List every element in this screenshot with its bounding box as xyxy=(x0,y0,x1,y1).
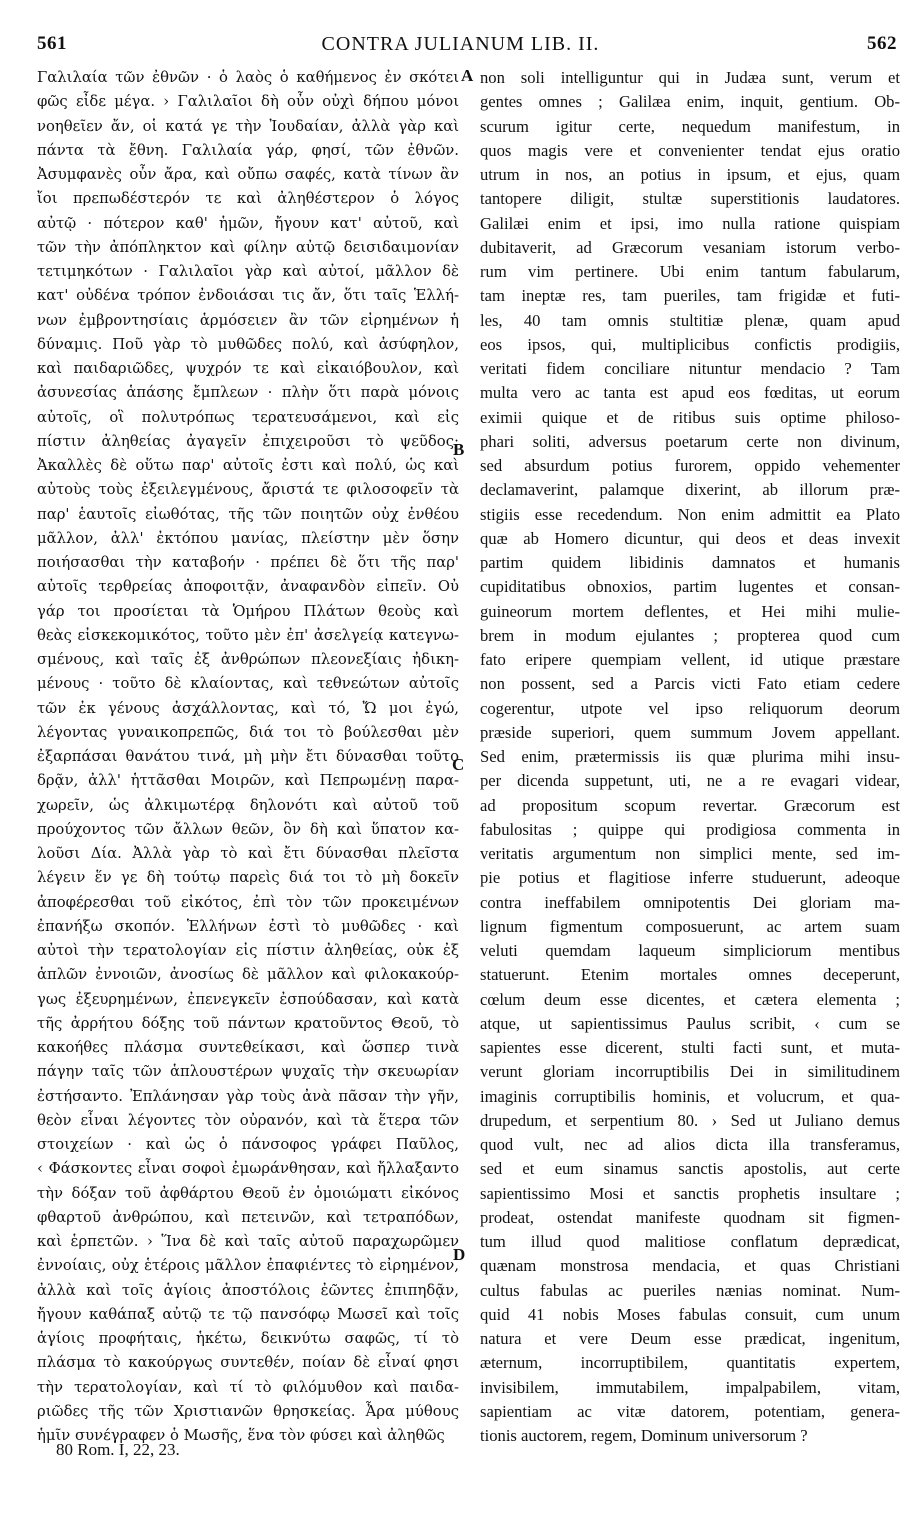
greek-text-line: τὴν δόξαν τοῦ ἀφθάρτου Θεοῦ ἐν ὁμοιώματι εἰκόνος xyxy=(37,1184,459,1202)
latin-text-line: quos magis vere et convenienter tendat ejus oratio xyxy=(480,140,900,160)
greek-text-line: αὐτοὶ τὴν τερατολογίαν εἰς πίστιν ἀληθείας, οὐκ ἐξ xyxy=(37,942,459,959)
greek-text-line: στοιχείων · καὶ ὡς ὁ πάνσοφος γράφει Παῦλος, xyxy=(37,1136,459,1153)
greek-text-line: ἐννοίαις, οὐχ ἑτέροις μᾶλλον ἐπαφιέντες τὸ εἰρημένον, xyxy=(37,1257,459,1275)
greek-text-line: νοηθεῖεν ἄν, οἱ κατά γε τὴν Ἰουδαίαν, ἀλλὰ γὰρ καὶ xyxy=(37,117,459,135)
latin-text-line: eos ipsos, qui, multiplicibus confictis prodigiis, xyxy=(480,334,900,354)
greek-text-line: φῶς εἶδε μέγα. › Γαλιλαῖοι δὴ οὖν οὐχὶ δήπου μόνοι xyxy=(37,93,459,111)
greek-text-line: δρᾷν, ἀλλ' ἡττᾶσθαι Μοιρῶν, καὶ Πεπρωμένῃ παρα- xyxy=(37,772,459,790)
latin-text-line: lignum figmentum composuerunt, ac artem suam xyxy=(480,916,900,936)
greek-text-line: ἐστήσαντο. Ἐπλάνησαν γὰρ τοὺς ἀνὰ πᾶσαν τὴν γῆν, xyxy=(37,1087,459,1105)
margin-letter-d: D xyxy=(453,1245,466,1264)
latin-text-line: fato eripere quempiam vellent, id utique præstare xyxy=(480,650,900,669)
greek-text-line: καὶ παιδαριῶδες, ψυχρόν τε καὶ εἰκαιόβουλον, καὶ xyxy=(37,360,459,377)
greek-text-line: αὐτοῖς, οἳ πολυτρόπως τερατευσάμενοι, καὶ εἰς xyxy=(37,408,459,426)
latin-text-line: sed absurdum potius furorem, oppido vehementer xyxy=(480,456,900,475)
greek-text-line: λέγοντας γυναικοπρεπῶς, διά τοι τὸ βούλεσθαι μὲν xyxy=(37,723,459,741)
latin-text-line: pie potius et flagitiose inferre studuerunt, adeoque xyxy=(480,868,900,888)
greek-text-line: αὐτοῖς τερθρείας ἀποφοιτᾷν, ἀναφανδὸν εἰπεῖν. Οὐ xyxy=(37,578,459,596)
greek-text-line: ἁπλῶν ἐννοιῶν, ἀνοσίως δὲ μᾶλλον καὶ φιλοκακούρ- xyxy=(37,966,459,984)
greek-text-line: φθαρτοῦ ἀνθρώπου, καὶ πετεινῶν, καὶ τετραπόδων, xyxy=(37,1208,459,1226)
greek-text-line: μᾶλλον, ἀλλ' ἐκτόπου μανίας, πλείστην μὲν ὅσην xyxy=(37,529,459,547)
latin-text-line: atque, ut sapientissimus Paulus scribit, ‹ cum se xyxy=(480,1013,900,1033)
greek-column xyxy=(37,66,459,1448)
latin-text-line: æternum, incorruptibilem, quantitatis expertem, xyxy=(480,1353,900,1373)
greek-text-line: ριῶδες τῆς τῶν Χριστιανῶν θρησκείας. Ἆρα μύθους xyxy=(37,1402,459,1420)
margin-letter-b: B xyxy=(453,440,465,459)
latin-text-line: contra ineffabilem omnipotentis Dei gloriam ma- xyxy=(480,892,900,912)
latin-column xyxy=(480,66,900,1448)
greek-text-line: Ἀσυμφανὲς οὖν ἄρα, καὶ οὔπω σαφές, κατὰ τίνων ἂν xyxy=(37,166,459,183)
greek-text-line: αὐτοὺς τοὺς ἐξειλεγμένους, ἄριστά τε φιλοσοφεῖν τὰ xyxy=(37,481,459,499)
latin-text-line: cœlum deum esse dicentes, et cætera elementa ; xyxy=(480,989,900,1009)
latin-text-line: declamaverint, palamque dixerint, ab illorum præ- xyxy=(480,480,900,500)
latin-text-line: natura et vere Deum esse prædicat, ingenitum, xyxy=(480,1329,900,1348)
latin-text-line: prodeat, ostendat manifeste quodnam sit figmen- xyxy=(480,1207,900,1227)
greek-text-line: πίστιν ἀληθείας ἀγαγεῖν ἐπιχειροῦσι τὸ ψεῦδος; xyxy=(37,432,459,450)
latin-text-line: non soli intelliguntur qui in Judæa sunt, verum et xyxy=(480,68,900,87)
latin-text-line: utrum in nos, an potius in ipsum, et ejus, quam xyxy=(480,165,900,184)
latin-text-line: imaginis corruptibilis hominis, et volucrum, et qua- xyxy=(480,1086,900,1106)
greek-text-line: ἤγουν καθάπαξ αὐτῷ τε τῷ πανσόφῳ Μωσεῖ καὶ τοῖς xyxy=(37,1305,459,1323)
latin-text-line: quæ ab Homero dicuntur, qui deos et deas invexit xyxy=(480,528,900,548)
greek-text-line: τετιμηκότων · Γαλιλαῖοι γὰρ καὶ αὐτοί, μᾶλλον δὲ xyxy=(37,263,459,280)
latin-text-line: quænam monstrosa mendacia, et quas Christiani xyxy=(480,1256,900,1276)
latin-text-line: præside superiori, quem summum Jovem appellant. xyxy=(480,722,900,742)
greek-text-line: αὐτῷ · πότερον καθ' ἡμῶν, ἤγουν κατ' αὐτοῦ, καὶ xyxy=(37,214,459,232)
greek-text-line: ἀσυνεσίας ἁπάσης ἔμπλεων · πλὴν ὅτι παρὰ μόνοις xyxy=(37,384,459,402)
greek-text-line: λέγειν ἕν γε δὴ τούτῳ παρεὶς διά τοι τὸ μὴ δοκεῖν xyxy=(37,869,459,887)
latin-text-line: verunt gloriam incorruptibilis Dei in similitudinem xyxy=(480,1062,900,1082)
latin-text-line: stigiis esse recedendum. Non enim admittit ea Plato xyxy=(480,504,900,524)
latin-text-line: quid 41 nobis Moses fabulas consuit, cum unum xyxy=(480,1304,900,1324)
greek-text-line: τῶν ἐκ γένους ἀσχάλλοντας, καὶ τό, Ὤ μοι ἐγώ, xyxy=(37,699,459,717)
latin-text-line: partim quidem libidinis damnatos et humanis xyxy=(480,553,900,572)
latin-text-line: invisibilem, immutabilem, impalpabilem, vitam, xyxy=(480,1377,900,1397)
latin-text-line: fabulositas ; quippe qui prodigiosa commenta in xyxy=(480,819,900,839)
latin-text-line: Galilæi enim et ipsi, imo nulla ratione quispiam xyxy=(480,213,900,233)
greek-text-line: παρ' ἑαυτοῖς εἰωθότας, τῆς τῶν ποιητῶν οὐχ ἐνθέου xyxy=(37,505,459,523)
greek-text-line: γάρ τοι προσίεται τὰ Ὁμήρου Πλάτων θεοὺς καὶ xyxy=(37,602,459,620)
latin-text-line: phari soliti, adversus poetarum certe non divinum, xyxy=(480,431,900,451)
greek-text-line: τῆς ἀρρήτου δόξης τοῦ πάντων κρατοῦντος Θεοῦ, τὸ xyxy=(37,1014,459,1032)
latin-text-line: scurum igitur certe, nequedum manifestum, in xyxy=(480,116,900,136)
greek-text-line: λοῦσι Δία. Ἀλλὰ γὰρ τὸ καὶ ἔτι δύνασθαι πλεῖστα xyxy=(37,845,459,862)
greek-text-line: ποιήσασθαι τὴν καταβοήν · πρέπει δὲ ὅτι τῆς παρ' xyxy=(37,554,459,571)
latin-text-line: tum illud quod malitiose conflatum deprædicat, xyxy=(480,1232,900,1251)
greek-text-line: τῶν τὴν ἀπόπληκτον καὶ φίλην αὐτῷ δεισιδαιμονίαν xyxy=(37,238,459,256)
latin-text-line: non possent, sed a Parcis victi Fato etiam cedere xyxy=(480,674,900,694)
greek-text-line: ἐξαρπάσαι θανάτου τινά, μὴ μὴν ἔτι δύνασθαι τοῦτο xyxy=(37,748,459,765)
greek-text-line: Γαλιλαία τῶν ἐθνῶν · ὁ λαὸς ὁ καθήμενος ἐν σκότει xyxy=(37,69,459,86)
greek-text-line: προύχοντος τῶν ἄλλων θεῶν, ὃν δὴ καὶ ὕπατον κα- xyxy=(37,820,459,838)
greek-text-line: καὶ ἑρπετῶν. › Ἵνα δὲ καὶ ταῖς αὐτοῦ παραχωρῶμεν xyxy=(37,1233,459,1250)
greek-text-line: γως ἐξευρημένων, ἐπενεγκεῖν ἐσπούδασαν, καὶ κατὰ xyxy=(37,990,459,1008)
greek-text-line: ἴοι πρεπωδέστερόν τε καὶ ἀληθέστερον ὁ λόγος xyxy=(37,190,459,208)
greek-text-line: νων ἐμβροντησίαις ἁρμόσειεν ἂν τῶν εἰρημένων ἡ xyxy=(37,311,459,329)
greek-text-line: δύναμις. Ποῦ γὰρ τὸ μυθῶδες πολύ, καὶ ἀσύφηλον, xyxy=(37,335,459,353)
margin-letter-a: A xyxy=(461,66,474,85)
latin-text-line: sapientissimo Mosi et sanctis prophetis insultare ; xyxy=(480,1183,900,1203)
latin-text-line: drupedum, et serpentium 80. › Sed ut Juliano demus xyxy=(480,1110,900,1130)
latin-text-line: tantopere diligit, stultæ superstitionis laudatores. xyxy=(480,189,900,209)
latin-text-line: sed et eum sinamus sanctis apostolis, aut certe xyxy=(480,1159,900,1179)
greek-text-line: χωρεῖν, ὡς ἀλκιμωτέρᾳ δηλονότι καὶ αὐτοῦ τοῦ xyxy=(37,796,459,814)
latin-text-line: les, 40 tam omnis stultitiæ plenæ, quam apud xyxy=(480,310,900,330)
greek-text-line: Ἀκαλλὲς δὲ οὕτω παρ' αὐτοῖς ἐστι καὶ πολύ, ὡς καὶ xyxy=(37,457,459,474)
latin-text-line: statuerunt. Etenim mortales omnes deceperunt, xyxy=(480,965,900,985)
margin-letter-c: C xyxy=(452,755,465,774)
latin-text-line: guineorum mortem deflentes, et Hei mihi mulie- xyxy=(480,601,900,621)
latin-text-line: veluti quemdam laqueum simpliciorum mentibus xyxy=(480,941,900,960)
page-number-right: 562 xyxy=(867,33,897,54)
greek-text-line: ἁγίοις προφήταις, ἡκέτω, δεικνύτω σαφῶς, τί τὸ xyxy=(37,1330,459,1347)
greek-text-line: ἡμῖν συνέγραφεν ὁ Μωσῆς, ἕνα τὸν φύσει καὶ ἀληθῶς xyxy=(37,1427,445,1444)
greek-text-line: θεὸν εἶναι λέγοντες τὸν οὐρανόν, καὶ τὰ ἕτερα τῶν xyxy=(37,1111,459,1129)
greek-text-line: κατ' οὐδένα τρόπον ἐνδοιάσαι τις ἄν, ὅτι ταῖς Ἑλλή- xyxy=(37,287,459,305)
greek-text-line: ἀλλὰ καὶ τοῖς ἁγίοις ἀποστόλοις ἐῶντες ἐπιπηδᾷν, xyxy=(37,1281,459,1299)
latin-text-line: per dicenda suppetunt, uti, ne a re evagari videar, xyxy=(480,771,900,791)
greek-text-line: πάγην ταῖς τῶν ἁπλουστέρων ψυχαῖς τὴν σκευωρίαν xyxy=(37,1063,459,1081)
greek-text-line: ‹ Φάσκοντες εἶναι σοφοὶ ἐμωράνθησαν, καὶ ἤλλαξαντο xyxy=(37,1160,459,1178)
latin-text-line: cultus fabulas ac pueriles nænias nominat. Num- xyxy=(480,1280,900,1300)
page-number-left: 561 xyxy=(37,33,67,54)
greek-text-line: ἐπανήξω σκοπόν. Ἑλλήνων ἐστὶ τὸ μυθῶδες · καὶ xyxy=(37,917,459,935)
latin-text-line: multa vero ac tanta est apud eos fœditas, ut eorum xyxy=(480,383,900,403)
latin-text-line: cupiditatibus obnoxios, partim lugentes et consan- xyxy=(480,577,900,597)
greek-text-line: πλάσμα τὸ κακούργως συντεθέν, ποίαν δὲ εἶναί φησι xyxy=(37,1354,459,1372)
greek-text-line: κακοήθες πλάσμα συντεθείκασι, καὶ ὥσπερ τινὰ xyxy=(37,1039,459,1056)
latin-text-line: quod vult, nec ad alios dicta illa transferamus, xyxy=(480,1135,900,1154)
latin-text-line: brem in modum ejulantes ; propterea quod cum xyxy=(480,625,900,645)
latin-text-line: veritatis argumentum non simplici mente, sed im- xyxy=(480,844,900,863)
greek-text-line: τὴν τερατολογίαν, καὶ τί τὸ φιλόμυθον καὶ παιδα- xyxy=(37,1378,459,1396)
greek-text-line: σμένους, καὶ ταῖς ἐξ ἀνθρώπων πλεονεξίαις ἠδικη- xyxy=(37,651,459,668)
latin-text-line: sapientes esse dicerent, stulti facti sunt, et muta- xyxy=(480,1038,900,1057)
greek-text-line: θεὰς εἰσκεκομικότος, τοῦτο μὲν ἐπ' ἀσελγείᾳ κατεγνω- xyxy=(37,626,459,644)
latin-text-line: Sed enim, prætermissis iis quæ plurima mihi insu- xyxy=(480,747,900,766)
footnote: 80 Rom. I, 22, 23. xyxy=(56,1440,180,1459)
latin-text-line: ad propositum scopum revertar. Græcorum est xyxy=(480,795,900,815)
latin-text-line: tionis auctorem, regem, Dominum universorum ? xyxy=(480,1426,808,1445)
latin-text-line: cogerentur, utpote vel ipso reliquorum deorum xyxy=(480,698,900,718)
greek-text-line: μένους · τοῦτο δὲ κλαίοντας, καὶ τεθνεώτων αὐτοῖς xyxy=(37,675,459,693)
latin-text-line: rum vim pertinere. Ubi enim tantum fabularum, xyxy=(480,262,900,281)
running-head: CONTRA JULIANUM LIB. II. xyxy=(321,33,600,55)
latin-text-line: dubitaverit, ad Græcorum vesaniam istorum verbo- xyxy=(480,237,900,257)
latin-text-line: tam ineptæ res, tam pueriles, tam frigidæ et futi- xyxy=(480,286,900,306)
latin-text-line: sapientiam ac vitæ datorem, potentiam, genera- xyxy=(480,1401,900,1421)
latin-text-line: veritati fidem conciliare nituntur mendacio ? Tam xyxy=(480,359,900,378)
page-header xyxy=(0,0,921,62)
greek-text-line: πάντα τὰ ἔθνη. Γαλιλαία γάρ, φησί, τῶν ἐθνῶν. xyxy=(37,141,459,159)
greek-text-line: ἀποφέρεσθαι τοῦ εἰκότος, ἐπὶ τὸν τῶν προκειμένων xyxy=(37,893,459,911)
latin-text-line: gentes omnes ; Galilæa enim, inquit, gentium. Ob- xyxy=(480,92,900,112)
latin-text-line: eximii quique et de ritibus suis optime philoso- xyxy=(480,407,900,427)
